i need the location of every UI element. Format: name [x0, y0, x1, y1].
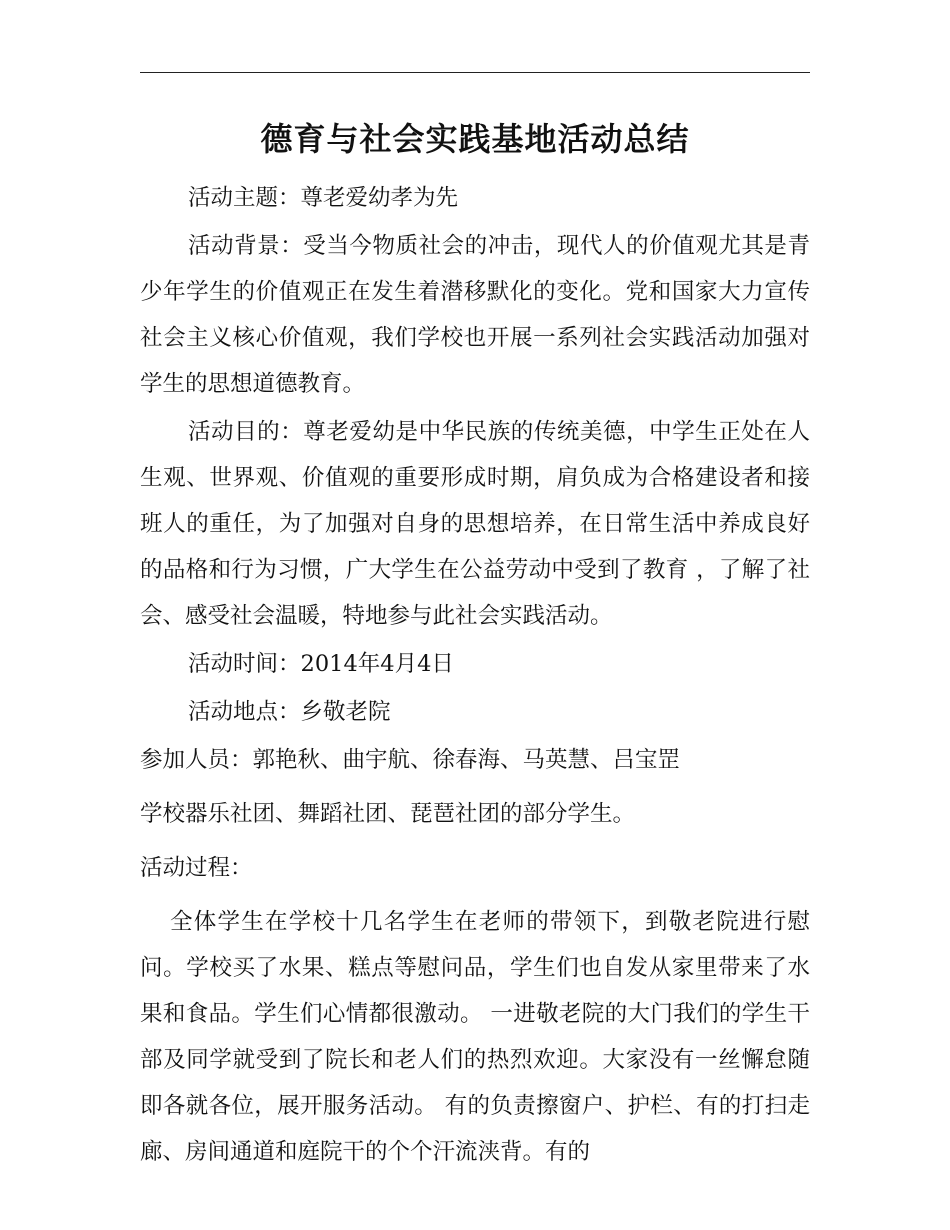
paragraph-process: 全体学生在学校十几名学生在老师的带领下，到敬老院进行慰问。学校买了水果、糕点等慰问品，学生们也自发从家里带来了水果和食品。学生们心情都很激动。 一进敬老院的大门我们的学生干部及同学就受到了院长和老人们的热烈欢迎。大家没有一丝懈怠随即各就各位，展开服务活动。 有的负责擦窗户、护栏、有的打扫走廊、房间通道和庭院干的个个汗流浃背。有的	[140, 909, 810, 1165]
paragraph-participant-groups: 学校器乐社团、舞蹈社团、琵琶社团的部分学生。	[140, 801, 636, 827]
paragraph-purpose: 活动目的：尊老爱幼是中华民族的传统美德，中学生正处在人生观、世界观、价值观的重要形成时期，肩负成为合格建设者和接班人的重任，为了加强对自身的思想培养，在日常生活中养成良好的品格和行为习惯，广大学生在公益劳动中受到了教育 ，了解了社会、感受社会温暖，特地参与此社会实践活动。	[140, 419, 810, 629]
header-rule	[140, 72, 810, 73]
paragraph-background: 活动背景：受当今物质社会的冲击，现代人的价值观尤其是青少年学生的价值观正在发生着潜移默化的变化。党和国家大力宣传社会主义核心价值观，我们学校也开展一系列社会实践活动加强对学生的思想道德教育。	[140, 233, 810, 397]
paragraph-location: 活动地点：乡敬老院	[188, 699, 391, 725]
paragraph-process-heading: 活动过程：	[140, 855, 253, 881]
document-body	[140, 175, 810, 1177]
paragraph-theme: 活动主题：尊老爱幼孝为先	[188, 185, 459, 211]
document-title: 德育与社会实践基地活动总结	[260, 120, 690, 158]
paragraph-time: 活动时间：2014年4月4日	[188, 651, 454, 677]
paragraph-participants: 参加人员：郭艳秋、曲宇航、徐春海、马英慧、吕宝罡	[140, 747, 681, 773]
